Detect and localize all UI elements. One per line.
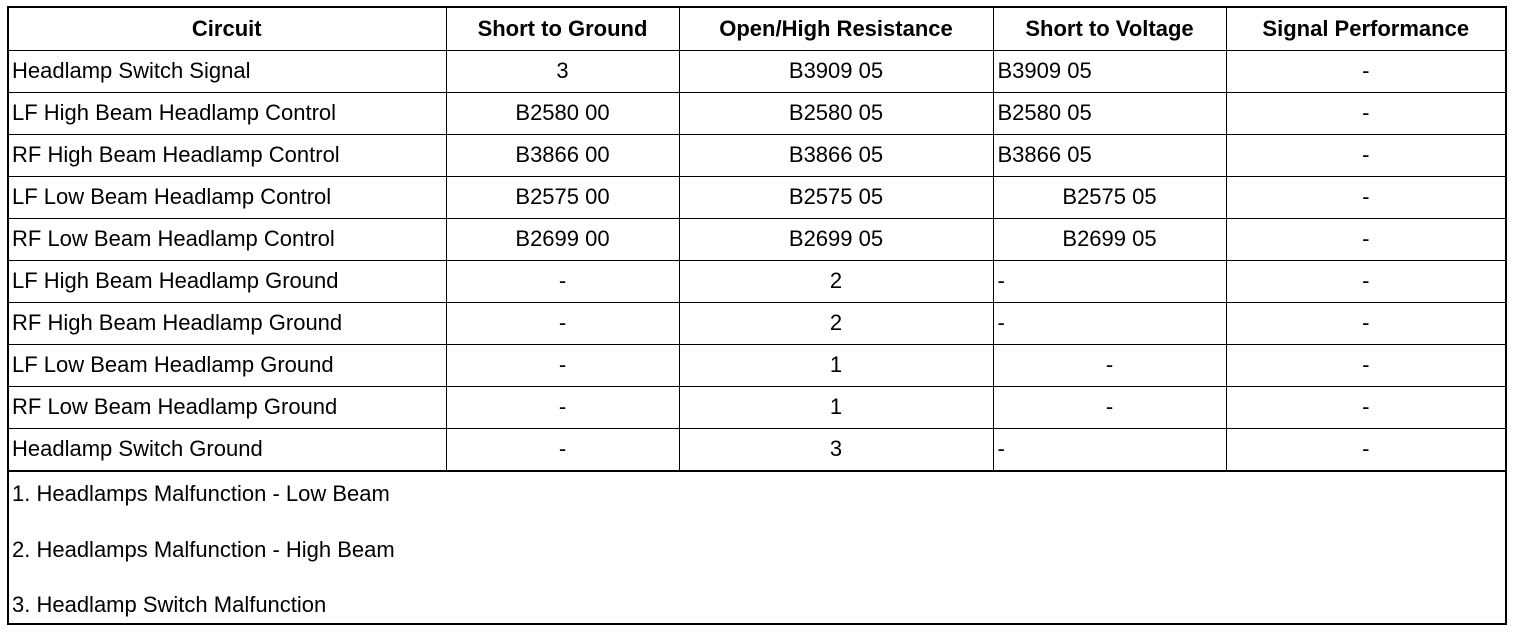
short-to-voltage-cell: B2699 05 xyxy=(993,218,1226,260)
signal-performance-cell: - xyxy=(1226,260,1505,302)
signal-performance-cell: - xyxy=(1226,428,1505,470)
short-to-voltage-cell: - xyxy=(993,302,1226,344)
header-signal-performance: Signal Performance xyxy=(1226,8,1505,50)
open-high-resistance-cell: 2 xyxy=(679,302,993,344)
signal-performance-cell: - xyxy=(1226,344,1505,386)
open-high-resistance-cell: 3 xyxy=(679,428,993,470)
short-to-ground-cell: - xyxy=(446,302,679,344)
short-to-voltage-cell: - xyxy=(993,428,1226,470)
short-to-ground-cell: - xyxy=(446,260,679,302)
signal-performance-cell: - xyxy=(1226,134,1505,176)
short-to-ground-cell: B2699 00 xyxy=(446,218,679,260)
open-high-resistance-cell: B2580 05 xyxy=(679,92,993,134)
header-short-to-ground: Short to Ground xyxy=(446,8,679,50)
table-row xyxy=(9,302,1505,344)
short-to-voltage-cell: B2575 05 xyxy=(993,176,1226,218)
short-to-ground-cell: B2580 00 xyxy=(446,92,679,134)
circuit-cell: LF Low Beam Headlamp Control xyxy=(9,176,446,218)
circuit-cell: LF High Beam Headlamp Ground xyxy=(9,260,446,302)
circuit-cell: LF High Beam Headlamp Control xyxy=(9,92,446,134)
table-row xyxy=(9,218,1505,260)
circuit-fault-table xyxy=(9,8,1505,471)
open-high-resistance-cell: B3866 05 xyxy=(679,134,993,176)
short-to-voltage-cell: B2580 05 xyxy=(993,92,1226,134)
footnotes xyxy=(9,471,1505,637)
open-high-resistance-cell: B2699 05 xyxy=(679,218,993,260)
header-circuit: Circuit xyxy=(9,8,446,50)
circuit-cell: RF High Beam Headlamp Ground xyxy=(9,302,446,344)
open-high-resistance-cell: 1 xyxy=(679,386,993,428)
short-to-ground-cell: - xyxy=(446,428,679,470)
short-to-voltage-cell: - xyxy=(993,260,1226,302)
footnote-2: 2. Headlamps Malfunction - High Beam xyxy=(12,536,395,562)
short-to-ground-cell: - xyxy=(446,344,679,386)
circuit-cell: Headlamp Switch Ground xyxy=(9,428,446,470)
footnote-3: 3. Headlamp Switch Malfunction xyxy=(12,591,327,617)
short-to-ground-cell: B2575 00 xyxy=(446,176,679,218)
footnote-1: 1. Headlamps Malfunction - Low Beam xyxy=(12,480,390,506)
short-to-voltage-cell: B3909 05 xyxy=(993,50,1226,92)
circuit-cell: RF High Beam Headlamp Control xyxy=(9,134,446,176)
table-row xyxy=(9,134,1505,176)
short-to-ground-cell: 3 xyxy=(446,50,679,92)
short-to-ground-cell: B3866 00 xyxy=(446,134,679,176)
signal-performance-cell: - xyxy=(1226,50,1505,92)
circuit-cell: RF Low Beam Headlamp Control xyxy=(9,218,446,260)
signal-performance-cell: - xyxy=(1226,218,1505,260)
open-high-resistance-cell: B2575 05 xyxy=(679,176,993,218)
header-open-high-resistance: Open/High Resistance xyxy=(679,8,993,50)
signal-performance-cell: - xyxy=(1226,386,1505,428)
open-high-resistance-cell: B3909 05 xyxy=(679,50,993,92)
open-high-resistance-cell: 1 xyxy=(679,344,993,386)
table-row xyxy=(9,92,1505,134)
circuit-fault-table-frame xyxy=(7,6,1507,625)
circuit-cell: RF Low Beam Headlamp Ground xyxy=(9,386,446,428)
circuit-cell: Headlamp Switch Signal xyxy=(9,50,446,92)
table-row xyxy=(9,176,1505,218)
short-to-voltage-cell: - xyxy=(993,344,1226,386)
signal-performance-cell: - xyxy=(1226,176,1505,218)
signal-performance-cell: - xyxy=(1226,302,1505,344)
table-row xyxy=(9,50,1505,92)
open-high-resistance-cell: 2 xyxy=(679,260,993,302)
table-row xyxy=(9,386,1505,428)
header-short-to-voltage: Short to Voltage xyxy=(993,8,1226,50)
table-row xyxy=(9,428,1505,470)
circuit-cell: LF Low Beam Headlamp Ground xyxy=(9,344,446,386)
header-row xyxy=(9,8,1505,50)
short-to-voltage-cell: B3866 05 xyxy=(993,134,1226,176)
short-to-ground-cell: - xyxy=(446,386,679,428)
signal-performance-cell: - xyxy=(1226,92,1505,134)
short-to-voltage-cell: - xyxy=(993,386,1226,428)
table-row xyxy=(9,260,1505,302)
table-row xyxy=(9,344,1505,386)
